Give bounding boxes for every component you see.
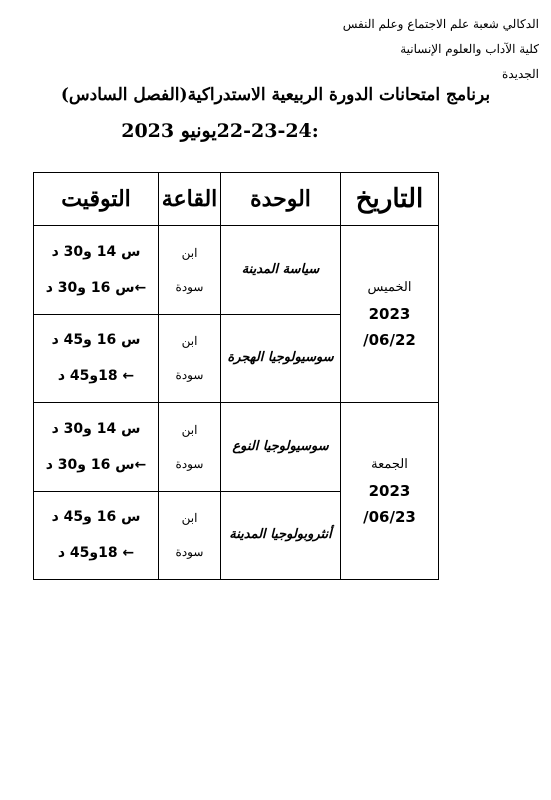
- time-end: ← 18و45 د: [57, 368, 135, 385]
- header-line-3: الجديدة: [502, 67, 539, 81]
- table-row: [34, 226, 439, 315]
- header-time: التوقيت: [34, 173, 159, 226]
- header-date: التاريخ: [341, 173, 439, 226]
- time-start: س 14 و30 د: [51, 243, 141, 260]
- room-cell: [159, 314, 221, 403]
- room-line-1: ابن: [181, 245, 198, 260]
- room-line-2: سودة: [175, 545, 204, 560]
- room-line-1: ابن: [181, 511, 198, 526]
- time-cell: [34, 403, 159, 492]
- day-name: الجمعة: [371, 457, 408, 472]
- document-title: برنامج امتحانات الدورة الربيعية الاستدراكية(الفصل السادس): [60, 85, 491, 105]
- time-end: ←س 16 و30 د: [45, 279, 147, 296]
- unit-cell: سياسة المدينة: [221, 226, 341, 315]
- table-header-row: [34, 173, 439, 226]
- day-date: 2023 /06/23: [363, 482, 416, 526]
- room-line-2: سودة: [175, 456, 204, 471]
- time-start: س 16 و45 د: [51, 332, 141, 349]
- header-line-1: الدكالي شعبة علم الاجتماع وعلم النفس: [342, 17, 539, 31]
- time-cell: [34, 314, 159, 403]
- header-room: القاعة: [159, 173, 221, 226]
- room-cell: [159, 226, 221, 315]
- institution-header: [343, 12, 539, 87]
- room-line-1: ابن: [181, 422, 198, 437]
- room-line-2: سودة: [175, 279, 204, 294]
- time-start: س 14 و30 د: [51, 420, 141, 437]
- header-unit: الوحدة: [221, 173, 341, 226]
- unit-cell: سوسيولوجيا الهجرة: [221, 314, 341, 403]
- date-cell: [341, 403, 439, 580]
- exam-dates: :22-23-24يونيو 2023: [121, 120, 319, 142]
- unit-cell: أنثروبولوجيا المدينة: [221, 491, 341, 580]
- exam-schedule-table: [33, 172, 439, 580]
- time-end: ← 18و45 د: [57, 545, 135, 562]
- room-line-2: سودة: [175, 368, 204, 383]
- time-cell: [34, 491, 159, 580]
- time-cell: [34, 226, 159, 315]
- room-line-1: ابن: [181, 334, 198, 349]
- day-name: الخميس: [367, 280, 412, 295]
- time-start: س 16 و45 د: [51, 509, 141, 526]
- room-cell: [159, 491, 221, 580]
- date-cell: [341, 226, 439, 403]
- unit-cell: سوسيولوجيا النوع: [221, 403, 341, 492]
- time-end: ←س 16 و30 د: [45, 456, 147, 473]
- room-cell: [159, 403, 221, 492]
- table-row: [34, 403, 439, 492]
- day-date: 2023 /06/22: [363, 305, 416, 349]
- header-line-2: كلية الآداب والعلوم الإنسانية: [400, 42, 539, 56]
